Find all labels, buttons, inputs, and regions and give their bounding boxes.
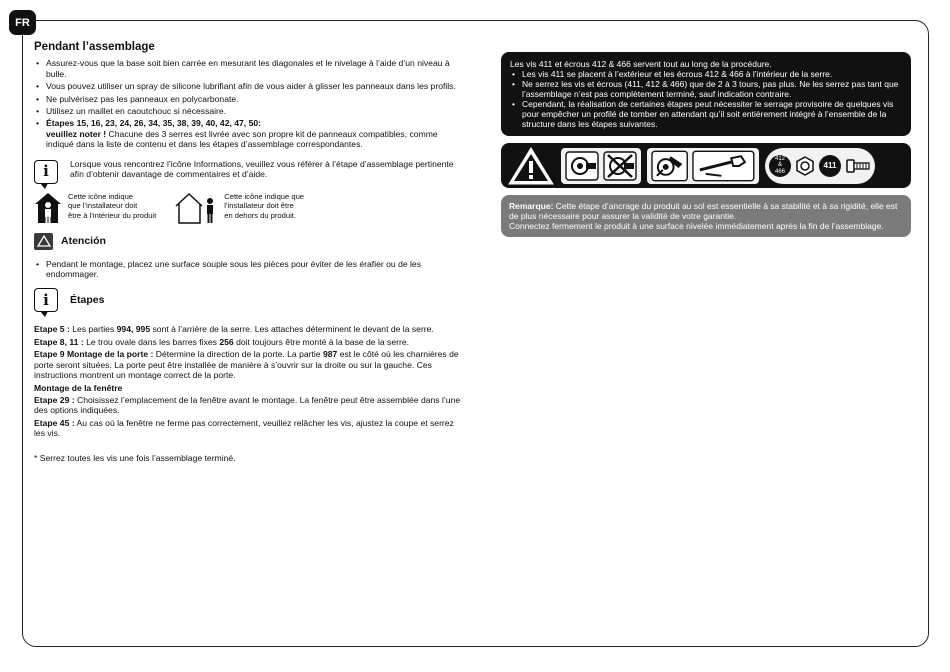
step-label: Etape 8, 11 : xyxy=(34,336,84,347)
etapes-heading xyxy=(34,287,464,312)
screw-icon xyxy=(845,156,871,176)
step-29 xyxy=(34,395,464,416)
assembly-bullet: • Assurez-vous que la base soit bien carrée en mesurant les diagonales et le nivelage à l’aide d’un niveau à bulle. xyxy=(34,58,464,79)
remark-label: Remarque: xyxy=(509,201,554,211)
screws-info-box xyxy=(501,52,911,136)
screws-intro: Les vis 411 et écrous 412 & 466 servent tout au long de la procédure. xyxy=(510,59,772,69)
screw-nut-no-icon xyxy=(603,151,637,181)
warning-triangle-icon xyxy=(507,146,555,186)
attention-title: Atención xyxy=(61,234,106,247)
person-outside-house-icon xyxy=(174,192,218,224)
window-heading xyxy=(34,383,464,393)
remark-line xyxy=(509,201,903,221)
outside-note-line: l’installateur doit être xyxy=(224,201,294,211)
step-text: Au cas où la fenêtre ne ferme pas correctement, veuillez relâcher les vis, ajustez la coupe et serrez les vis. xyxy=(34,417,454,439)
step-label: Etape 29 : xyxy=(34,394,75,405)
step-text: Détermine la direction de la porte. La partie xyxy=(153,349,323,360)
outside-note xyxy=(174,192,304,224)
etapes-title: Étapes xyxy=(70,293,105,306)
window-title: Montage de la fenêtre xyxy=(34,382,123,393)
outside-note-line: en dehors du produit. xyxy=(224,210,297,220)
step-label: Etape 45 : xyxy=(34,417,75,428)
note-label: veuillez noter ! xyxy=(46,128,107,139)
outside-note-line: Cette icône indique que xyxy=(224,191,305,201)
part-numbers: 994, 995 xyxy=(116,324,151,335)
step-5 xyxy=(34,324,464,334)
person-inside-house-icon xyxy=(34,192,62,224)
nut-label: 412 xyxy=(774,155,785,162)
remark-text: Cette étape d’ancrage du produit au sol est essentielle à sa stabilité et à sa rigidité, elle est de plus nécessaire pour assurer la validité de votre garantie. xyxy=(509,201,898,221)
info-icon: i xyxy=(34,288,58,312)
attention-heading xyxy=(34,233,464,250)
screws-bullet: • Cependant, la réalisation de certaines étapes peut nécessiter le serrage provisoire de quelques vis pour empêcher un profilé de tomber en attendant qu’il soit entièrement intégré à l’ensemble de la structure dans les étapes suivantes. xyxy=(510,99,903,129)
assembly-title: Pendant l’assemblage xyxy=(34,41,155,53)
nut-label: & xyxy=(777,162,782,169)
info-note-text: Lorsque vous rencontrez l’icône Informations, veuillez vous référer à l’étape d’assemblage pertinente afin d’obtenir davantage de commentaires et d’aide. xyxy=(70,158,454,180)
info-note-row xyxy=(34,159,464,184)
screws-bullet: • Les vis 411 se placent à l’extérieur et les écrous 412 & 466 à l’intérieur de la serre. xyxy=(510,69,903,79)
assembly-bullets xyxy=(34,58,464,149)
footnote: * Serrez toutes les vis une fois l’assemblage terminé. xyxy=(34,452,236,463)
attention-bullets xyxy=(34,259,464,280)
hardware-parts-panel xyxy=(765,148,875,184)
step-label: Etape 5 : xyxy=(34,324,70,335)
inside-note xyxy=(34,192,156,224)
assembly-bullet: • Vous pouvez utiliser un spray de silicone lubrifiant afin de vous aider à glisser les panneaux dans les profils. xyxy=(34,81,464,91)
inside-note-line: Cette icône indique xyxy=(68,191,134,201)
part-number: 256 xyxy=(219,336,234,347)
note-text: Chacune des 3 serres est livrée avec son propre kit de panneaux compatibles, comme indiqué dans la liste de contenu et dans les étapes d’assemblage correspondantes. xyxy=(46,128,438,150)
step-9 xyxy=(34,349,464,380)
nut-label-badge xyxy=(769,155,791,177)
step-text: doit toujours être monté à la base de la serre. xyxy=(233,336,410,347)
outside-note-text xyxy=(224,192,304,221)
step-45 xyxy=(34,418,464,439)
assembly-bullet-steps xyxy=(34,118,464,149)
step-text: sont à l’arrière de la serre. Les attaches déterminent le devant de la serre. xyxy=(150,324,434,335)
screws-bullet: • Ne serrez les vis et écrous (411, 412 & 466) que de 2 à 3 tours, pas plus. Ne les serrez pas tant que l’assemblage n’est pas complètement terminé, sauf indication contraire. xyxy=(510,79,903,99)
step-8-11 xyxy=(34,337,464,347)
screw-nut-ok-icon xyxy=(565,151,599,181)
remark-text-2: Connectez fermement le produit à une surface nivelée immédiatement après la fin de l’assemblage. xyxy=(509,221,884,231)
warning-icon xyxy=(34,233,53,250)
nut-icon xyxy=(795,156,815,176)
step-label: Etape 9 Montage de la porte : xyxy=(34,349,154,360)
step-text: Les parties xyxy=(69,324,117,335)
part-number: 987 xyxy=(322,349,338,360)
hand-screwdriver-icon xyxy=(651,150,688,182)
inside-note-line: être à l’intérieur du produit xyxy=(68,210,157,220)
right-column xyxy=(501,52,911,237)
wrench-icon xyxy=(692,150,755,182)
steps-section xyxy=(34,324,464,462)
assembly-bullet: • Utilisez un maillet en caoutchouc si nécessaire. xyxy=(34,106,464,116)
info-icon: i xyxy=(34,160,58,184)
language-badge: FR xyxy=(9,10,36,35)
hardware-icon-bar xyxy=(501,143,911,188)
inside-note-line: que l’installateur doit xyxy=(68,201,138,211)
screws-bullets xyxy=(510,69,903,129)
assembly-bullet: • Ne pulvérisez pas les panneaux en polycarbonate. xyxy=(34,94,464,104)
do-dont-panel xyxy=(561,148,641,184)
inside-note-text xyxy=(68,192,156,221)
screw-label-badge: 411 xyxy=(819,155,841,177)
tools-panel xyxy=(647,148,759,184)
nut-label: 466 xyxy=(774,168,785,175)
remark-box xyxy=(501,195,911,237)
step-text: Le trou ovale dans les barres fixes xyxy=(83,336,220,347)
installer-icons-row xyxy=(34,192,464,224)
step-text: Choisissez l’emplacement de la fenêtre avant le montage. La fenêtre peut être assemblée dans l’une des options indiquées. xyxy=(34,394,461,416)
steps-list: Étapes 15, 16, 23, 24, 26, 34, 35, 38, 39, 40, 42, 47, 50: xyxy=(46,118,261,129)
step-text: est le côté où les charnières de porte seront situées. La porte peut être installée de manière à s’ouvrir sur la droite ou sur la gauche. Ces instructions montrent un montage correct de la porte. xyxy=(34,349,459,381)
left-column xyxy=(34,42,464,465)
attention-bullet: • Pendant le montage, placez une surface souple sous les pièces pour éviter de les érafier ou de les endommager. xyxy=(34,259,464,280)
